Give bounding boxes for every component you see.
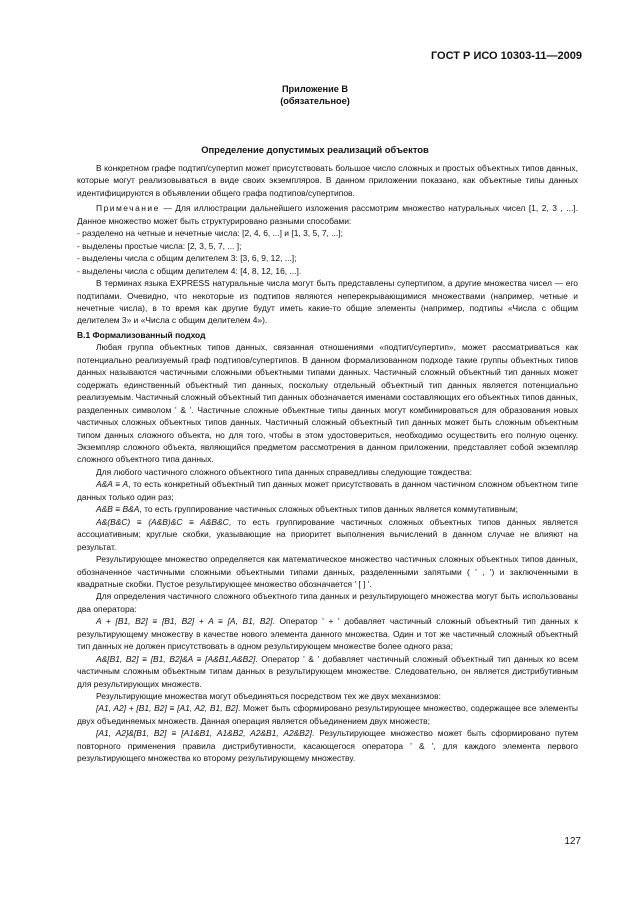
intro-paragraph: В конкретном графе подтип/супертип может присутствовать большое число сложных и простых объектных типов данных, которые могут реализовываться в виде своих экземпляров. В данном приложении показано, как объектные типы данных идентифицируются в объявлении общего графа подтипов/супертипов. bbox=[77, 163, 578, 198]
identity-formula: A&(B&C) ≡ (A&B)&C ≡ A&B&C bbox=[96, 516, 229, 527]
merge-formula: [A1, A2] + [B1, B2] ≡ [A1, A2, B1, B2] bbox=[96, 703, 238, 714]
note-item: - разделено на четные и нечетные числа: [2, 4, 6, ...] и [1, 3, 5, 7, ...]; bbox=[77, 228, 343, 239]
note-item: - выделены числа с общим делителем 3: [3, 6, 9, 12, ...]; bbox=[77, 253, 297, 264]
note-text: — Для иллюстрации дальнейшего изложения рассмотрим множество натуральных чисел [1, 2, 3 , ...]. Данное множество может быть структурировано разными способами: bbox=[77, 203, 578, 226]
and-operator-item: A&[B1, B2] ≡ [B1, B2]&A ≡ [A&B1,A&B2]. Оператор ' & ' добавляет частичный сложный объектный тип данных ко всем частичным сложным объектным типам данных в результирующем множестве. Следовательно, он является дистрибутивным для результирующих множеств. bbox=[77, 653, 578, 689]
operator-formula: A&[B1, B2] ≡ [B1, B2]&A ≡ [A&B1,A&B2] bbox=[96, 653, 256, 664]
merge-distributive-item: [A1, A2]&[B1, B2] ≡ [A1&B1, A1&B2, A2&B1, A2&B2]. Результирующее множество может быть сформировано путем повторного применения правила дистрибутивности, касающегося оператора ' & ', для каждого элемента первого результирующего множества ко второму результирующему множеству. bbox=[77, 728, 578, 764]
subsection-title: В.1 Формализованный подход bbox=[77, 329, 206, 340]
note-paragraph bbox=[77, 202, 578, 227]
identity-item: A&A ≡ A, то есть конкретный объектный тип данных может присутствовать в данном частичном сложном объектном типе данных только один раз; bbox=[77, 479, 579, 502]
operators-intro: Для определения частичного сложного объектного типа данных и результирующего множества могут быть использованы два оператора: bbox=[77, 591, 578, 614]
merge-intro: Результирующие множества могут объединяться посредством тех же двух механизмов: bbox=[96, 691, 441, 702]
note-item: - выделены числа с общим делителем 4: [4, 8, 12, 16, ...]. bbox=[77, 265, 302, 276]
identities-intro: Для любого частичного сложного объектного типа данных справедливы следующие тождества: bbox=[96, 466, 472, 477]
formal-paragraph: Любая группа объектных типов данных, связанная отношениями «подтип/супертип», может рассматриваться как потенциально реализуемый граф подтипов/супертипов. В данном формализованном подходе такие группы объектных типов данных называются частичными сложными объектными типами данных. Частичный сложный объектный тип данных может содержать единственный объектный тип данных, поскольку отдельный объектный тип данных является потенциально реализуемым. Частичный сложный объектный тип данных обозначается именами составляющих его объектных типов данных, разделенных символом ' & '. Частичные сложные объектные типы данных могут комбинироваться для образования новых частичных сложных объектных типов данных. Частичный сложный объектный тип данных может быть сложным объектным типом данных сложного объекта, но для того, чтобы в этом удостовериться, необходимо осуществить его полную оценку. Экземпляр сложного объекта, являющийся предметом рассмотрения в данном приложении, представляет собой экземпляр сложного объектного типа данных. bbox=[77, 342, 578, 465]
merge-union-item: [A1, A2] + [B1, B2] ≡ [A1, A2, B1, B2]. Может быть сформировано результирующее множество, содержащее все элементы двух объединяемых множеств. Данная операция является объединением двух множеств; bbox=[77, 703, 578, 726]
identity-item: A&(B&C) ≡ (A&B)&C ≡ A&B&C, то есть группирование частичных сложных объектных типов данных является ассоциативным; круглые скобки, указывающие на приоритет выполнения вычислений в данном случае не влияют на результат. bbox=[77, 516, 578, 552]
identity-formula: A&B ≡ B&A bbox=[96, 504, 140, 515]
appendix-title: Приложение В bbox=[281, 84, 349, 94]
identity-formula: A&A ≡ A bbox=[96, 479, 129, 490]
note-label: Примечание bbox=[96, 203, 160, 214]
merge-formula: [A1, A2]&[B1, B2] ≡ [A1&B1, A1&B2, A2&B1, A2&B2] bbox=[96, 728, 312, 739]
operator-formula: A + [B1, B2] ≡ [B1, B2] + A ≡ [A, B1, B2] bbox=[96, 616, 273, 627]
body-text bbox=[77, 162, 578, 765]
identity-item: A&B ≡ B&A, то есть группирование частичных сложных объектных типов данных является коммутативным; bbox=[96, 504, 518, 515]
standard-code-header: ГОСТ Р ИСО 10303-11—2009 bbox=[430, 50, 582, 62]
plus-operator-item: A + [B1, B2] ≡ [B1, B2] + A ≡ [A, B1, B2]. Оператор ' + ' добавляет частичный сложный объектный тип данных к результирующему множеству в качестве нового элемента данного множества. Один и тот же частичный сложный объектный тип данных не должен присутствовать в одном результирующем множестве более одного раза; bbox=[77, 616, 578, 652]
note-item: - выделены простые числа: [2, 3, 5, 7, ... ]; bbox=[77, 240, 242, 251]
section-title: Определение допустимых реализаций объектов bbox=[201, 144, 429, 155]
appendix-status: (обязательное) bbox=[280, 96, 350, 106]
note-tail: В терминах языка EXPRESS натуральные числа могут быть представлены супертипом, а другие множества чисел — его подтипами. Очевидно, что некоторые из подтипов являются неперекрывающимися множествами (например, четные и нечетные числа), в то время как другие будут иметь какие-то общие элементы (например, подтипы «Числа с общим делителем 3» и «Числа с общим делителем 4»). bbox=[77, 278, 578, 326]
result-set-paragraph: Результирующее множество определяется как математическое множество частичных сложных объектных типов данных, обозначенное частичными сложными объектными типами данных, разделенными запятыми ( ' , ') и заключенными в квадратные скобки. Пустое результирующее множество обозначается ' [ ] '. bbox=[77, 554, 578, 589]
page-number: 127 bbox=[564, 836, 581, 847]
